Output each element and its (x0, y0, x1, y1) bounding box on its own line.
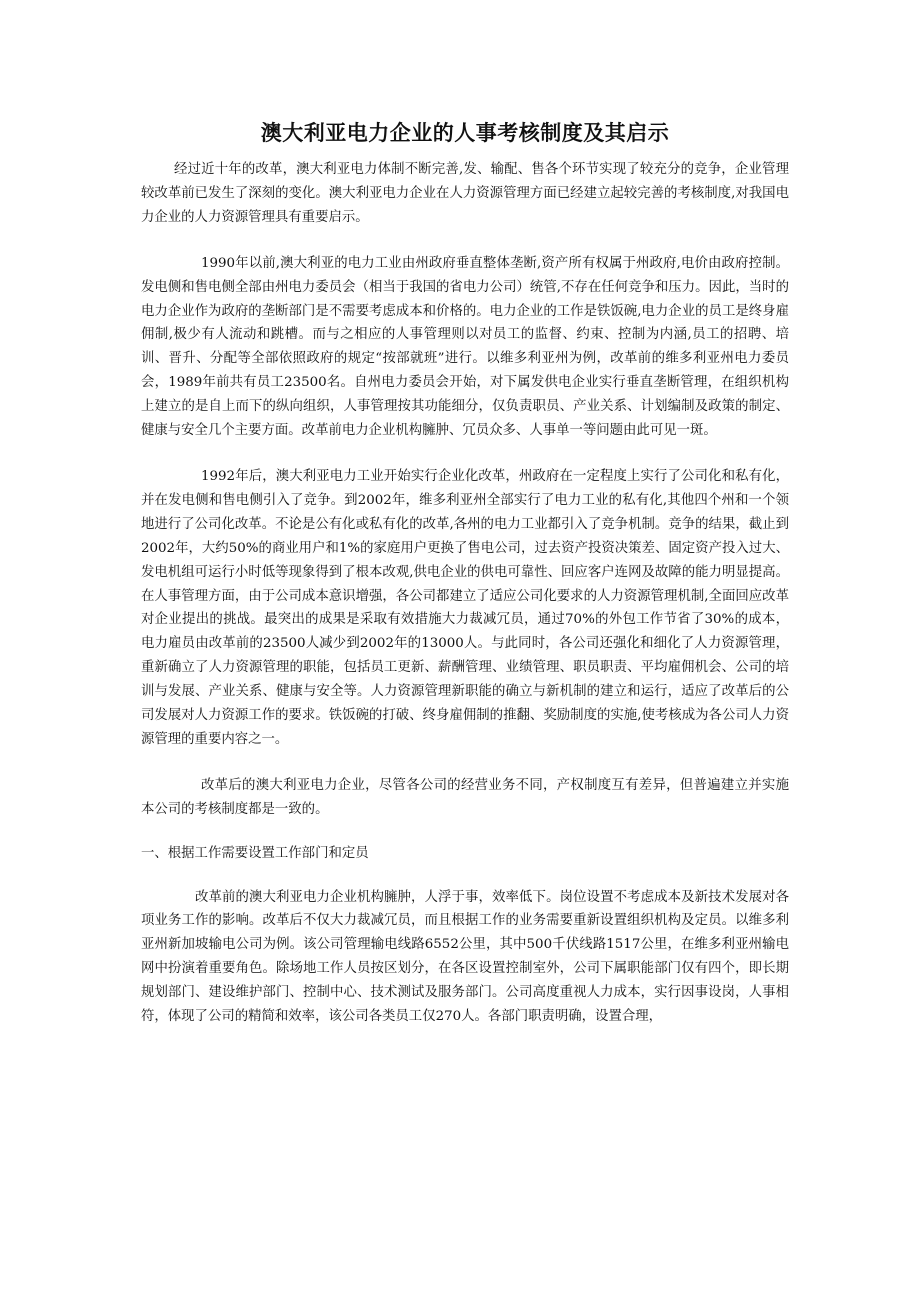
document-title: 澳大利亚电力企业的人事考核制度及其启示 (260, 121, 670, 145)
intro-paragraph: 经过近十年的改革，澳大利亚电力体制不断完善,发、输配、售各个环节实现了较充分的竞争，企业管理较改革前已发生了深刻的变化。澳大利亚电力企业在人力资源管理方面已经建立起较完善的考核制度,对我国电力企业的人力资源管理具有重要启示。 (141, 162, 789, 225)
paragraph-spacer (141, 822, 789, 842)
paragraph-spacer (141, 866, 789, 886)
section-heading: 一、根据工作需要设置工作部门和定员 (141, 845, 369, 861)
post-reform-paragraph: 1992年后，澳大利亚电力工业开始实行企业化改革，州政府在一定程度上实行了公司化和私有化，并在发电侧和售电侧引入了竞争。到2002年，维多利亚州全部实行了电力工业的私有化,其他四个州和一个领地进行了公司化改革。不论是公有化或私有化的改革,各州的电力工业都引入了竞争机制。竞争的结果，截止到2002年，大约50%的商业用户和1%的家庭用户更换了售电公司，过去资产投资决策差、固定资产投入过大、发电机组可运行小时低等现象得到了根本改观,供电企业的供电可靠性、回应客户连网及故障的能力明显提高。在人事管理方面，由于公司成本意识增强，各公司都建立了适应公司化要求的人力资源管理机制,全面回应改革对企业提出的挑战。最突出的成果是采取有效措施大力裁减冗员，通过70%的外包工作节省了30%的成本，电力雇员由改革前的23500人减少到2002年的13000人。与此同时，各公司还强化和细化了人力资源管理，重新确立了人力资源管理的职能，包括员工更新、薪酬管理、业绩管理、职员职责、平均雇佣机会、公司的培训与发展、产业关系、健康与安全等。人力资源管理新职能的确立与新机制的建立和运行，适应了改革后的公司发展对人力资源工作的要求。铁饭碗的打破、终身雇佣制的推翻、奖励制度的实施,使考核成为各公司人力资源管理的重要内容之一。 (141, 468, 789, 747)
paragraph-spacer (141, 443, 789, 465)
pre-reform-paragraph: 1990年以前,澳大利亚的电力工业由州政府垂直整体垄断,资产所有权属于州政府,电价由政府控制。发电侧和售电侧全部由州电力委员会（相当于我国的省电力公司）统管,不存在任何竞争和压力。因此，当时的电力企业作为政府的垄断部门是不需要考虑成本和价格的。电力企业的工作是铁饭碗,电力企业的员工是终身雇佣制,极少有人流动和跳槽。而与之相应的人事管理则以对员工的监督、约束、控制为内涵,员工的招聘、培训、晋升、分配等全部依照政府的规定“按部就班”进行。以维多利亚州为例，改革前的维多利亚州电力委员会，1989年前共有员工23500名。自州电力委员会开始，对下属发供电企业实行垂直垄断管理，在组织机构上建立的是自上而下的纵向组织，人事管理按其功能细分，仅负责职员、产业关系、计划编制及政策的制定、健康与安全几个主要方面。改革前电力企业机构臃肿、冗员众多、人事单一等问题由此可见一斑。 (141, 255, 789, 439)
summary-paragraph: 改革后的澳大利亚电力企业，尽管各公司的经营业务不同，产权制度互有差异，但普遍建立并实施本公司的考核制度都是一致的。 (141, 777, 789, 817)
section-paragraph: 改革前的澳大利亚电力企业机构臃肿，人浮于事，效率低下。岗位设置不考虑成本及新技术发展对各项业务工作的影响。改革后不仅大力裁减冗员，而且根据工作的业务需要重新设置组织机构及定员。以维多利亚州新加坡输电公司为例。该公司管理输电线路6552公里，其中500千伏线路1517公里，在维多利亚州输电网中扮演着重要角色。除场地工作人员按区划分，在各区设置控制室外，公司下属职能部门仅有四个，即长期规划部门、建设维护部门、控制中心、技术测试及服务部门。公司高度重视人力成本，实行因事设岗，人事相符，体现了公司的精简和效率，该公司各类员工仅270人。各部门职责明确，设置合理， (141, 889, 789, 1025)
document-page (141, 118, 789, 1029)
paragraph-spacer (141, 752, 789, 774)
paragraph-spacer (141, 230, 789, 252)
